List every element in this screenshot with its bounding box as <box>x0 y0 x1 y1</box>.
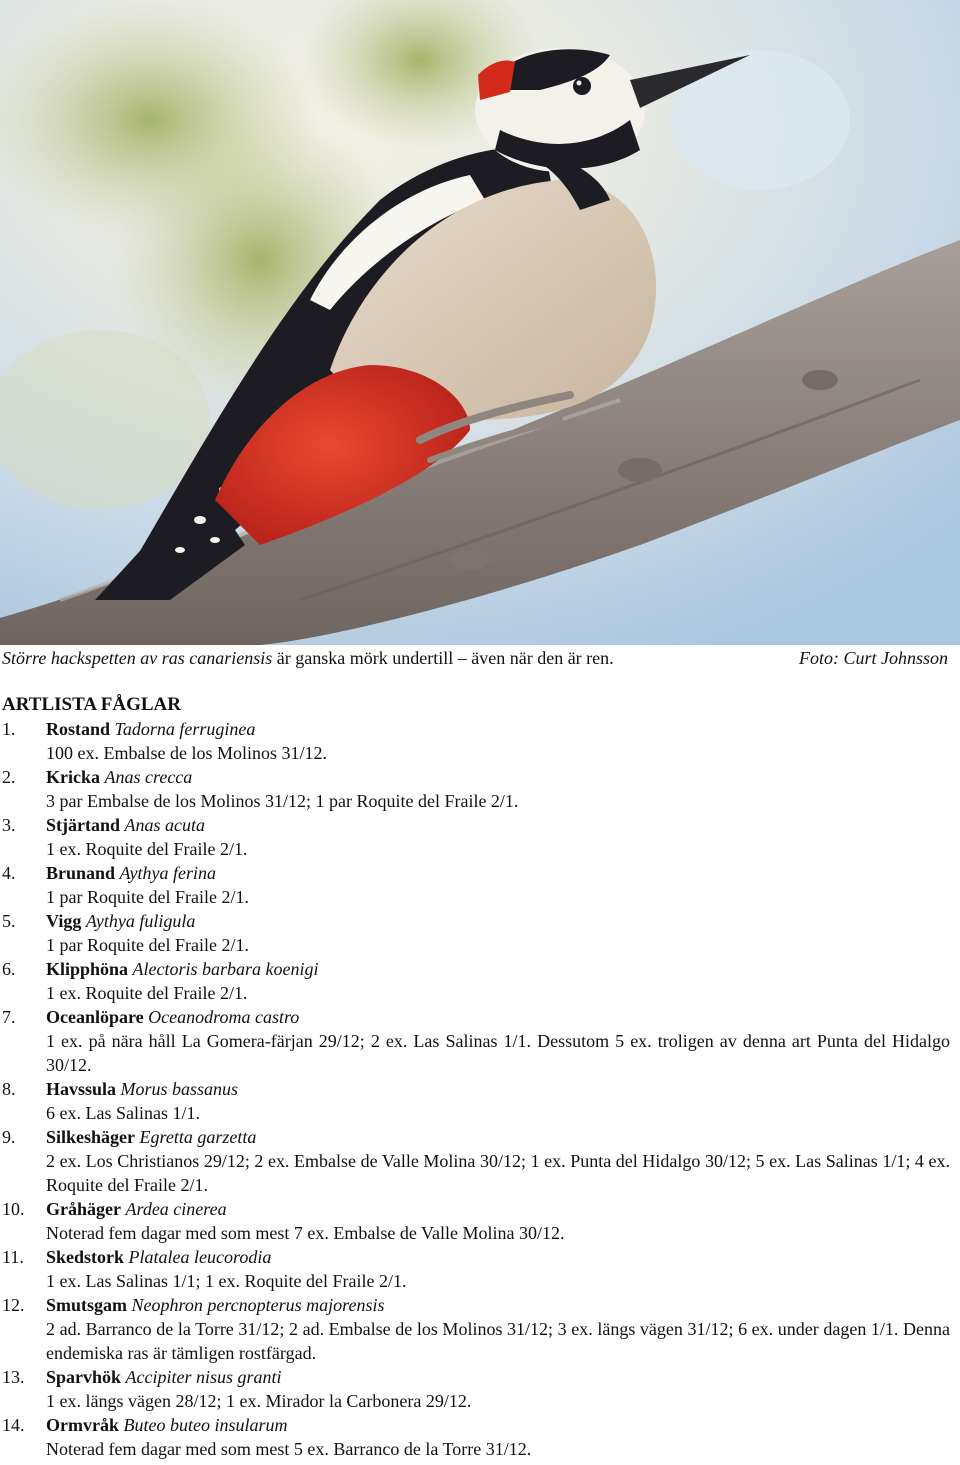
species-entry <box>0 1413 956 1461</box>
species-notes: 1 ex. Roquite del Fraile 2/1. <box>46 839 248 859</box>
caption-post: är ganska mörk undertill – även när den är ren. <box>272 648 614 668</box>
species-latin: Morus bassanus <box>120 1079 239 1099</box>
photo-caption <box>2 645 948 671</box>
species-name: Gråhäger <box>46 1199 121 1219</box>
species-latin: Egretta garzetta <box>139 1127 257 1147</box>
caption-italic: canariensis <box>189 648 273 668</box>
species-entry <box>0 765 956 813</box>
species-name: Rostand <box>46 719 111 739</box>
entry-number: 3. <box>2 815 16 835</box>
species-list <box>0 717 956 1461</box>
section-title: ARTLISTA FÅGLAR <box>2 694 181 715</box>
species-name: Silkeshäger <box>46 1127 136 1147</box>
species-latin: Aythya fuligula <box>85 911 196 931</box>
species-entry <box>0 717 956 765</box>
woodpecker-photo <box>0 0 960 645</box>
caption-text <box>2 645 614 671</box>
species-entry <box>0 1077 956 1125</box>
species-name: Vigg <box>46 911 82 931</box>
entry-number: 13. <box>2 1367 25 1387</box>
entry-number: 5. <box>2 911 16 931</box>
species-entry <box>0 909 956 957</box>
species-name: Oceanlöpare <box>46 1007 144 1027</box>
species-notes: Noterad fem dagar med som mest 5 ex. Barranco de la Torre 31/12. <box>46 1439 532 1459</box>
species-latin: Ardea cinerea <box>125 1199 227 1219</box>
entry-number: 2. <box>2 767 16 787</box>
species-latin: Oceanodroma castro <box>148 1007 300 1027</box>
species-entry <box>0 1365 956 1413</box>
species-entry <box>0 813 956 861</box>
species-name: Sparvhök <box>46 1367 122 1387</box>
species-latin: Neophron percnopterus majorensis <box>131 1295 385 1315</box>
species-notes: 1 ex. längs vägen 28/12; 1 ex. Mirador la Carbonera 29/12. <box>46 1391 472 1411</box>
species-latin: Platalea leucorodia <box>128 1247 272 1267</box>
species-notes: 1 par Roquite del Fraile 2/1. <box>46 935 249 955</box>
entry-number: 12. <box>2 1295 25 1315</box>
species-notes: 1 ex. Roquite del Fraile 2/1. <box>46 983 248 1003</box>
entry-number: 14. <box>2 1415 25 1435</box>
species-name: Stjärtand <box>46 815 121 835</box>
species-notes: 1 par Roquite del Fraile 2/1. <box>46 887 249 907</box>
entry-number: 10. <box>2 1199 25 1219</box>
species-latin: Anas crecca <box>104 767 193 787</box>
species-entry <box>0 861 956 909</box>
species-name: Smutsgam <box>46 1295 128 1315</box>
species-entry <box>0 1245 956 1293</box>
species-name: Skedstork <box>46 1247 125 1267</box>
species-latin: Aythya ferina <box>119 863 217 883</box>
species-notes: Noterad fem dagar med som mest 7 ex. Embalse de Valle Molina 30/12. <box>46 1223 565 1243</box>
species-entry <box>0 1197 956 1245</box>
species-notes: 6 ex. Las Salinas 1/1. <box>46 1103 200 1123</box>
species-name: Havssula <box>46 1079 117 1099</box>
species-notes: 2 ex. Los Christianos 29/12; 2 ex. Embalse de Valle Molina 30/12; 1 ex. Punta del Hidalgo 30/12; 5 ex. Las Salinas 1/1; 4 ex. Roquite del Fraile 2/1. <box>46 1151 950 1195</box>
species-entry <box>0 957 956 1005</box>
species-notes: 3 par Embalse de los Molinos 31/12; 1 par Roquite del Fraile 2/1. <box>46 791 519 811</box>
species-latin: Anas acuta <box>124 815 206 835</box>
species-notes: 100 ex. Embalse de los Molinos 31/12. <box>46 743 327 763</box>
species-notes: 1 ex. Las Salinas 1/1; 1 ex. Roquite del Fraile 2/1. <box>46 1271 407 1291</box>
entry-number: 9. <box>2 1127 16 1147</box>
species-latin: Tadorna ferruginea <box>114 719 256 739</box>
species-notes: 1 ex. på nära håll La Gomera-färjan 29/12; 2 ex. Las Salinas 1/1. Dessutom 5 ex. troligen av denna art Punta del Hidalgo 30/12. <box>46 1031 950 1075</box>
species-entry <box>0 1125 956 1197</box>
entry-number: 4. <box>2 863 16 883</box>
species-name: Klipphöna <box>46 959 129 979</box>
photo-credit: Foto: Curt Johnsson <box>798 648 948 668</box>
woodpecker-illustration <box>0 0 960 645</box>
species-latin: Buteo buteo insularum <box>123 1415 288 1435</box>
entry-number: 11. <box>2 1247 24 1267</box>
species-notes: 2 ad. Barranco de la Torre 31/12; 2 ad. Embalse de los Molinos 31/12; 3 ex. längs vägen 31/12; 6 ex. under dagen 1/1. Denna endemiska ras är tämligen rostfärgad. <box>46 1319 950 1363</box>
species-latin: Accipiter nisus granti <box>125 1367 282 1387</box>
species-name: Brunand <box>46 863 116 883</box>
entry-number: 1. <box>2 719 16 739</box>
species-entry <box>0 1005 956 1077</box>
caption-pre: Större hackspetten av ras <box>2 648 190 668</box>
species-name: Kricka <box>46 767 100 787</box>
species-entry <box>0 1293 956 1365</box>
species-name: Ormvråk <box>46 1415 119 1435</box>
entry-number: 7. <box>2 1007 16 1027</box>
entry-number: 8. <box>2 1079 16 1099</box>
species-latin: Alectoris barbara koenigi <box>132 959 319 979</box>
entry-number: 6. <box>2 959 16 979</box>
